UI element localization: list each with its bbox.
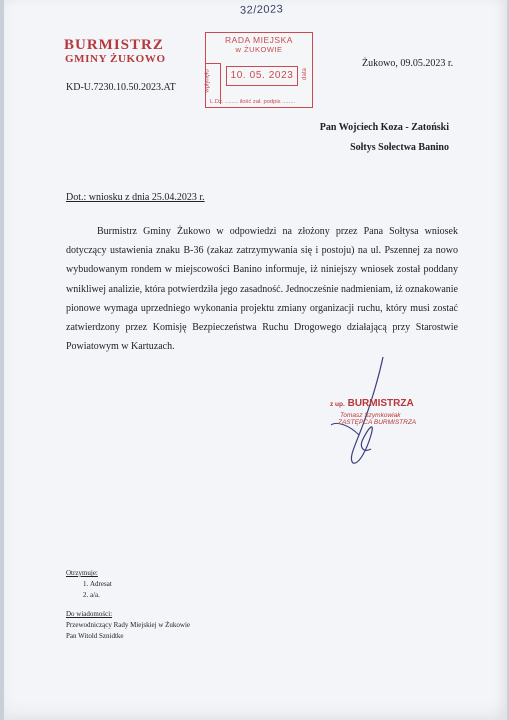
letter-page (4, 0, 507, 720)
letterhead (64, 38, 166, 65)
handwritten-number: 32/2023 (239, 3, 284, 17)
signature-name: Tomasz Szymkowiak (340, 412, 401, 419)
stamp-side-right: data (301, 68, 308, 80)
place-date: Żukowo, 09.05.2023 r. (362, 58, 454, 69)
stamp-date: 10. 05. 2023 (226, 66, 298, 86)
stamp-side-left: wpłynęło (206, 63, 221, 104)
cc-line: Pan Witold Sznidtke (66, 632, 124, 640)
recipient-name: Pan Wojciech Koza - Zatoński (319, 122, 449, 133)
stamp-footer: L.Dz. ........ ilość zał. podpis ........ (210, 99, 296, 105)
cc-line: Przewodniczący Rady Miejskiej w Żukowie (66, 621, 191, 629)
footer-block (66, 568, 190, 642)
letterhead-line1: BURMISTRZ (64, 37, 164, 53)
distribution-list (66, 579, 190, 601)
reference-number: KD-U.7230.10.50.2023.AT (66, 82, 176, 93)
letterhead-line2: GMINY ŻUKOWO (65, 52, 166, 65)
body-paragraph: Burmistrz Gminy Żukowo w odpowiedzi na złożony przez Pana Sołtysa wniosek dotyczący ustawienia znaku B-36 (zakaz zatrzymywania się i postoju) na ul. Pszennej za nowo wybudowanym rondem w miejscowości Banino informuje, iż niniejszy wniosek został poddany wnikliwej analizie, która potwierdziła jego zasadność. Jednocześnie nadmieniam, iż oznakowanie pionowe wymaga uprzedniego wykonania projektu zmiany organizacji ruchu, który musi zostać zatwierdzony przez Komisję Bezpieczeństwa Ruchu Drogowego działającą przy Starostwie Powiatowym w Kartuzach. (66, 226, 458, 353)
stamp-subtitle: w ŻUKOWIE (235, 45, 283, 54)
received-stamp (205, 32, 313, 108)
cc-heading: Do wiadomości: (66, 610, 113, 618)
letter-body (66, 222, 458, 356)
subject-line: Dot.: wniosku z dnia 25.04.2023 r. (66, 192, 205, 203)
recipient-block (320, 118, 449, 158)
distribution-heading: Otrzymuje: (66, 569, 98, 577)
signature-role: z up. BURMISTRZA (330, 398, 414, 409)
list-item: 2. a/a. (90, 590, 190, 601)
signature-stamp (330, 398, 416, 426)
recipient-title: Sołtys Sołectwa Banino (350, 142, 449, 153)
stamp-title: RADA MIEJSKA (225, 35, 293, 45)
list-item: 1. Adresat (90, 579, 190, 590)
signature-title: ZASTĘPCA BURMISTRZA (338, 419, 417, 426)
